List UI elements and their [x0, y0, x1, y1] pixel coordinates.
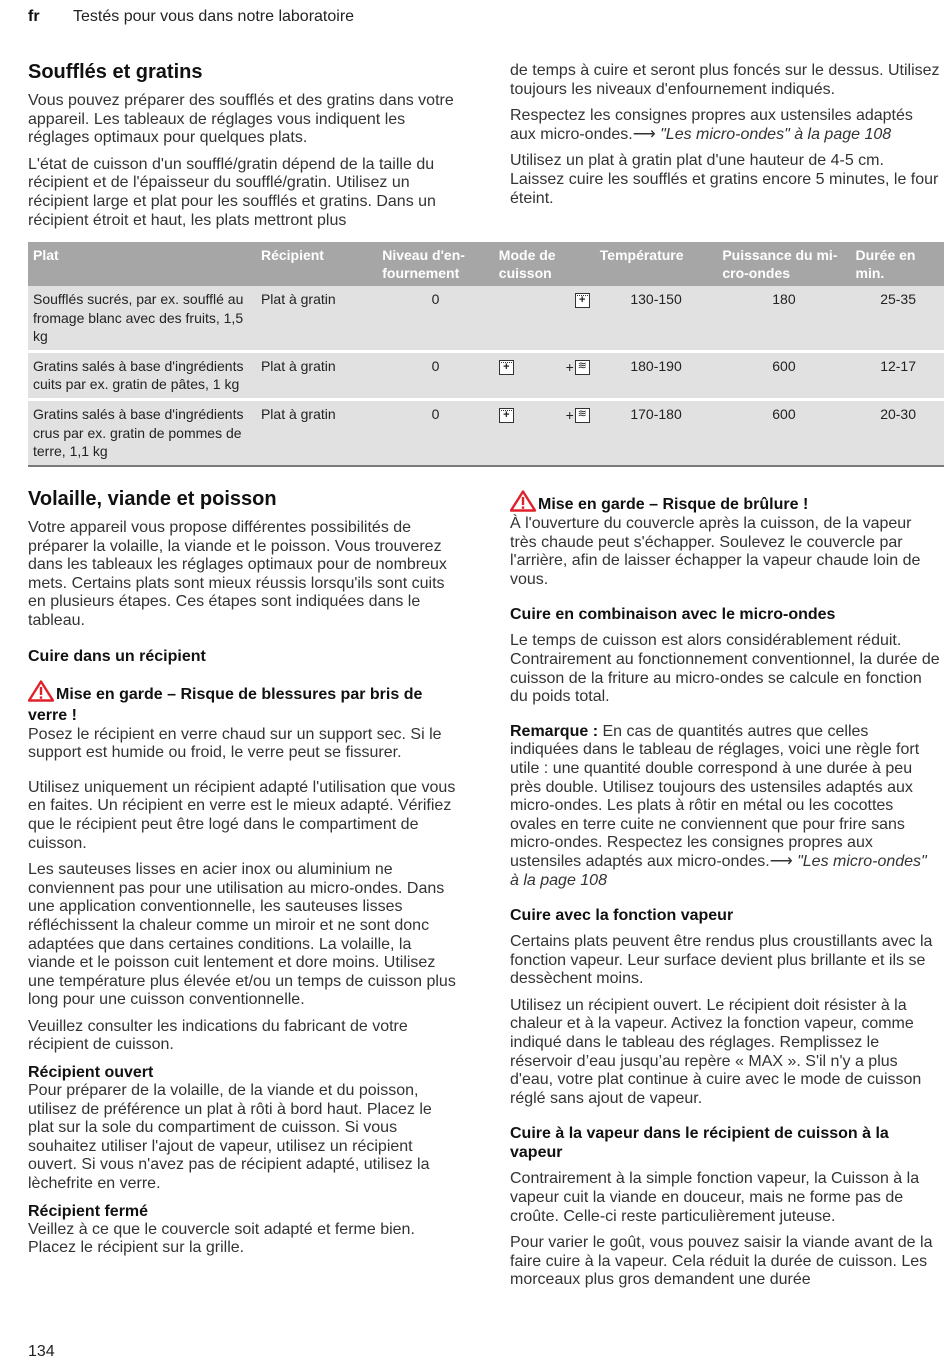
col-header-puissance: Puissance du mi-cro-ondes: [717, 242, 850, 286]
recipient-usage-paragraph: Utilisez uniquement un récipient adapté l'utilisation que vous en faites. Un récipient en verre est le mieux adapté. Vérifiez que le récipient peut être logé dans le compartiment de cuisson.: [28, 778, 456, 852]
cell-duree: 20-30: [851, 399, 944, 465]
cross-reference-link[interactable]: "Les micro-ondes" à la page 108: [510, 852, 927, 889]
cell-niveau: 0: [377, 351, 494, 399]
volaille-right-column: [510, 490, 940, 1298]
remarque-note: [510, 723, 940, 890]
col-header-temperature: Température: [595, 242, 718, 286]
warning-glass-text: Posez le récipient en verre chaud sur un support sec. Si le support est humide ou froid, le verre peut se fissurer.: [28, 725, 442, 762]
cuisson-vapeur-paragraph-1: Contrairement à la simple fonction vapeur, la Cuisson à la vapeur cuit la viande en douceur, mais ne forme pas de croûte. Celle-ci reste particulièrement juteuse.: [510, 1170, 920, 1225]
cell-plat: Gratins salés à base d'ingrédients cuits par ex. gratin de pâtes, 1 kg: [28, 351, 256, 399]
warning-burn-title: [510, 490, 940, 515]
arrow-icon: ⟶: [632, 125, 656, 143]
table-row: [28, 286, 944, 351]
page-number: 134: [28, 1343, 55, 1360]
plus-sign: +: [565, 406, 574, 423]
cell-recipient: Plat à gratin: [256, 399, 377, 465]
souffles-microwave-note: [510, 107, 940, 144]
warning-burn-text: À l'ouverture du couvercle après la cuisson, de la vapeur très chaude peut s'échapper. Soulevez le couvercle par l'arrière, afin de laisser échapper la vapeur chaude loin de vous.: [510, 515, 921, 588]
language-code: fr: [28, 8, 40, 25]
combi-subheading: Cuire en combinaison avec le micro-ondes: [510, 606, 836, 624]
cell-recipient: Plat à gratin: [256, 351, 377, 399]
table-row: [28, 351, 944, 399]
warning-glass-title: [28, 680, 456, 726]
remarque-text: En cas de quantités autres que celles indiquées dans le tableau de réglages, voici une règle fort utile : une quantité double correspond à une durée à peu près double. Utilisez toujours des ustensiles adaptés aux micro-ondes. Les plats à rôtir en métal ou les cocottes ovales en terre cuite ne conviennent que pour frire sans micro-ondes. Respectez les consignes propres aux ustensiles adaptés aux micro-ondes.: [510, 722, 920, 870]
souffles-right-column: [510, 62, 940, 216]
remarque-label: Remarque :: [510, 722, 599, 740]
arrow-icon: ⟶: [769, 852, 793, 870]
cell-niveau: 0: [377, 286, 494, 351]
microwave-note-text: Respectez les consignes propres aux ustensiles adaptés aux micro-ondes.: [510, 107, 913, 143]
table-row: [28, 399, 944, 465]
warning-triangle-icon: [510, 490, 536, 512]
cell-puissance: 180: [717, 286, 850, 351]
fabricant-paragraph: Veuillez consulter les indications du fabricant de votre récipient de cuisson.: [28, 1017, 408, 1054]
warning-glass-title-text: Mise en garde – Risque de blessures par bris de verre !: [28, 685, 423, 724]
cell-recipient: Plat à gratin: [256, 286, 377, 351]
running-header-title: Testés pour vous dans notre laboratoire: [73, 8, 355, 25]
cell-plat: Soufflés sucrés, par ex. soufflé au fromage blanc avec des fruits, 1,5 kg: [28, 286, 256, 351]
cell-temperature: 180-190: [595, 351, 718, 399]
recipient-ferme-heading: Récipient fermé: [28, 1202, 149, 1220]
cell-niveau: 0: [377, 399, 494, 465]
recipient-ferme-text: Veillez à ce que le couvercle soit adapté et ferme bien. Placez le récipient sur la grille.: [28, 1220, 415, 1257]
cell-duree: 12-17: [851, 351, 944, 399]
vapeur-paragraph-2: Utilisez un récipient ouvert. Le récipient doit résister à la chaleur et à la vapeur. Activez la fonction vapeur, comme indiqué dans le tableau des réglages. Remplissez le réservoir d’eau jusqu’au repère « MAX ». S'il n'y a plus d'eau, votre plat continue à cuire avec le mode de cuisson réglé sans ajout de vapeur.: [510, 996, 922, 1107]
top-bottom-heat-icon: [499, 360, 514, 375]
top-bottom-heat-icon: [575, 293, 590, 308]
souffles-heading: Soufflés et gratins: [28, 61, 203, 83]
volaille-left-column: [28, 487, 456, 1266]
volaille-intro: Votre appareil vous propose différentes possibilités de préparer la volaille, la viande et le poisson. Vous trouverez dans les tableaux les réglages optimaux pour de nombreux mets. Certains plats sont mieux réussis lorsqu'ils sont cuits en plusieurs étapes. Ces étapes sont indiquées dans le tableau.: [28, 519, 447, 629]
cell-temperature: 170-180: [595, 399, 718, 465]
cell-mode: [494, 286, 595, 351]
souffles-paragraph-2-part-1: L'état de cuisson d'un soufflé/gratin dépend de la taille du récipient et de l'épaisseur du soufflé/gratin. Utilisez un récipient large et plat pour les soufflés et gratins. Dans un récipient étroit et haut, les plats mettront plus: [28, 155, 436, 229]
vapeur-subheading: Cuire avec la fonction vapeur: [510, 907, 734, 925]
sauteuses-paragraph: Les sauteuses lisses en acier inox ou aluminium ne conviennent pas pour une utilisation au micro-ondes. Dans une application conventionnelle, les sauteuses lisses réfléchissent la chaleur comme un miroir et ne sont donc adaptées que dans certaines conditions. La volaille, la viande et le poisson cuit lentement et dore moins. Utilisez une température plus élevée et/ou un temps de cuisson plus long pour une cuisson conventionnelle.: [28, 861, 456, 1009]
microwave-icon: [575, 408, 590, 423]
settings-table: [28, 242, 944, 467]
cross-reference-link[interactable]: "Les micro-ondes" à la page 108: [660, 125, 892, 143]
souffles-left-column: [28, 60, 456, 238]
top-bottom-heat-icon: [499, 408, 514, 423]
cell-puissance: 600: [717, 351, 850, 399]
cell-plat: Gratins salés à base d'ingrédients crus par ex. gratin de pommes de terre, 1,1 kg: [28, 399, 256, 465]
souffles-dish-note: Utilisez un plat à gratin plat d'une hauteur de 4-5 cm. Laissez cuire les soufflés et gratins encore 5 minutes, le four éteint.: [510, 152, 939, 207]
volaille-heading: Volaille, viande et poisson: [28, 488, 277, 510]
col-header-recipient: Récipient: [256, 242, 377, 286]
cell-duree: 25-35: [851, 286, 944, 351]
microwave-icon: [575, 360, 590, 375]
cuisson-vapeur-paragraph-2: Pour varier le goût, vous pouvez saisir la viande avant de la faire cuire à la vapeur. Cela réduit la durée de cuisson. Les morceaux plus gros demandent une durée: [510, 1234, 933, 1289]
col-header-plat: Plat: [28, 242, 256, 286]
col-header-niveau: Niveau d'en-fournement: [377, 242, 494, 286]
plus-sign: +: [565, 358, 574, 375]
souffles-paragraph-2-part-2: de temps à cuire et seront plus foncés sur le dessus. Utilisez toujours les niveaux d'enfournement indiqués.: [510, 62, 940, 98]
table-header-row: [28, 242, 944, 286]
cell-puissance: 600: [717, 399, 850, 465]
cell-mode: [494, 399, 595, 465]
col-header-duree: Durée en min.: [851, 242, 944, 286]
combi-text: Le temps de cuisson est alors considérablement réduit. Contrairement au fonctionnement conventionnel, la durée de cuisson de la friture au micro-ondes se calcule en fonction du poids total.: [510, 632, 940, 706]
cell-mode: [494, 351, 595, 399]
recipient-ouvert-text: Pour préparer de la volaille, de la viande et du poisson, utilisez de préférence un plat à rôti à bord haut. Placez le plat sur la sole du compartiment de cuisson. Si vous souhaitez utiliser l'ajout de vapeur, utilisez un récipient ouvert. Si vous n'avez pas de récipient adapté, utilisez la lèchefrite en verre.: [28, 1082, 432, 1193]
warning-triangle-icon: [28, 680, 54, 702]
souffles-intro: Vous pouvez préparer des soufflés et des gratins dans votre appareil. Les tableaux de réglages vous indiquent les réglages optimaux pour quelques plats.: [28, 92, 454, 147]
cell-temperature: 130-150: [595, 286, 718, 351]
warning-burn-title-text: Mise en garde – Risque de brûlure !: [538, 496, 809, 513]
vapeur-paragraph-1: Certains plats peuvent être rendus plus croustillants avec la fonction vapeur. Leur surface devient plus brillante et ils se dessèchent moins.: [510, 933, 933, 988]
col-header-mode: Mode de cuisson: [494, 242, 595, 286]
recipient-subheading: Cuire dans un récipient: [28, 647, 206, 665]
cuisson-vapeur-subheading: Cuire à la vapeur dans le récipient de cuisson à la vapeur: [510, 1125, 889, 1162]
recipient-ouvert-heading: Récipient ouvert: [28, 1064, 154, 1082]
